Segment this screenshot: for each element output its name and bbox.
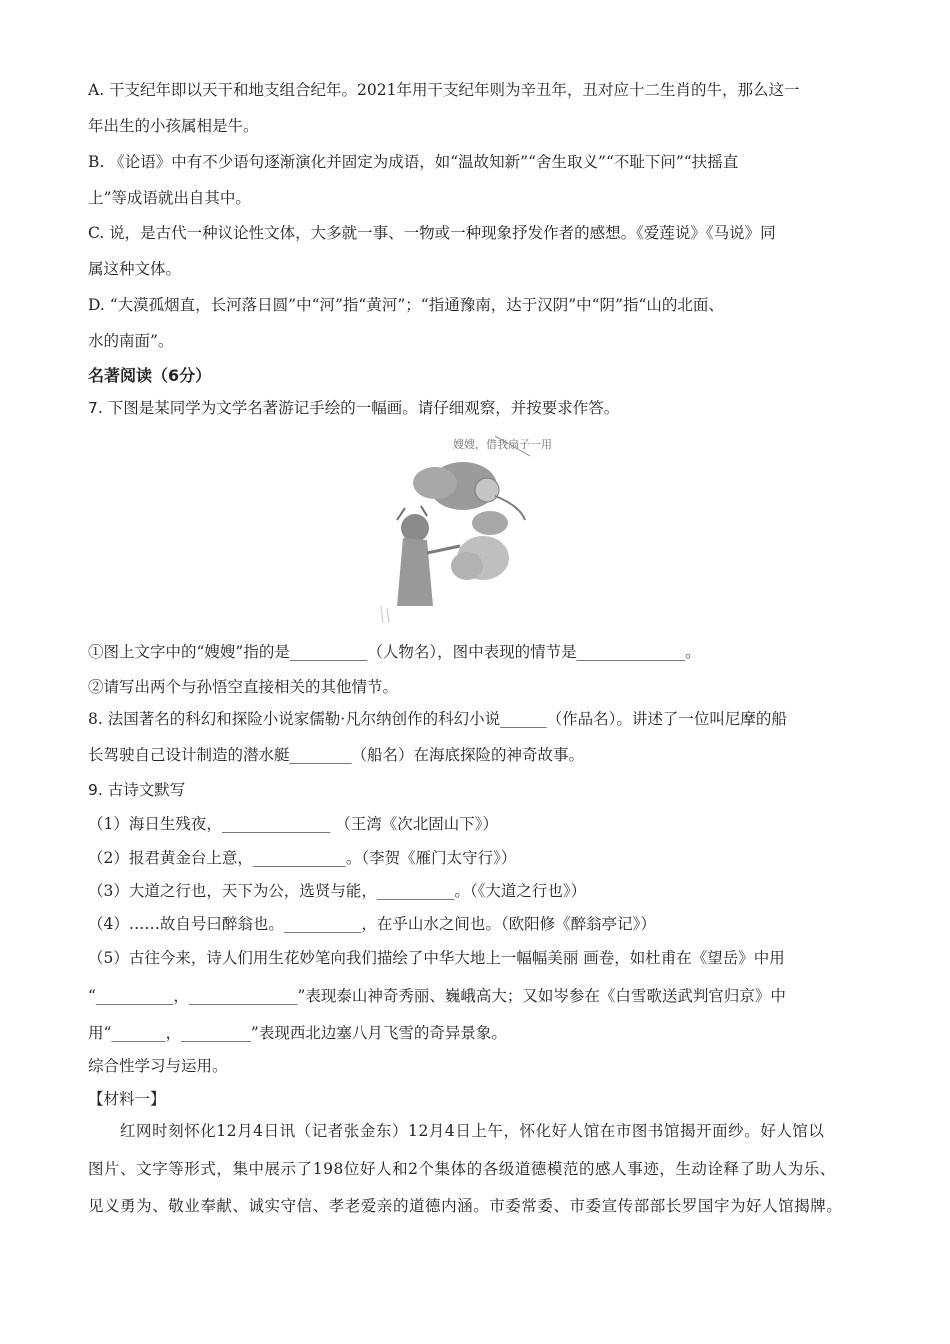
illustration-caption: 嫂嫂，借我扇子一用 [453,438,552,451]
material-label: 【材料一】 [88,1090,166,1108]
question-8-line-1: 8. 法国著名的科幻和探险小说家儒勒·凡尔纳创作的科幻小说______（作品名）。讲述了一位叫尼摩的船 [88,710,787,728]
option-b-line-1: B. 《论语》中有不少语句逐渐演化并固定为成语，如“温故知新”“舍生取义”“不耻下问”“扶摇直 [88,153,739,171]
question-9-item-2: （2）报君黄金台上意，____________。（李贺《雁门太守行》） [88,849,517,867]
option-d-line-2: 水的南面”。 [88,332,174,350]
comprehensive-title: 综合性学习与运用。 [88,1057,228,1075]
option-a-line-1: A. 干支纪年即以天干和地支组合纪年。2021年用干支纪年则为辛丑年，丑对应十二生肖的牛，那么这一 [88,81,800,99]
question-9-item-3: （3）大道之行也，天下为公，选贤与能，__________。（《大道之行也》） [88,882,587,900]
material-paragraph-line-2: 图片、文字等形式，集中展示了198位好人和2个集体的各级道德模范的感人事迹，生动诠释了助人为乐、 [88,1160,836,1178]
option-c-line-2: 属这种文体。 [88,260,182,278]
option-b-line-2: 上”等成语就出自其中。 [88,189,251,207]
question-7-sub-2: ②请写出两个与孙悟空直接相关的其他情节。 [88,678,399,696]
question-9-item-5-line-2: “__________，______________”表现泰山神奇秀丽、巍峨高大；又如岑参在《白雪歌送武判官归京》中 [88,987,786,1005]
option-a-line-2: 年出生的小孩属相是牛。 [88,117,259,135]
hand-drawn-illustration [375,428,575,623]
question-9-item-5-line-3: 用“_______，_________”表现西北边塞八月飞雪的奇异景象。 [88,1024,507,1042]
question-9-item-4: （4）……故自号曰醉翁也。__________，在乎山水之间也。（欧阳修《醉翁亭记》） [88,915,656,933]
question-9-item-1: （1）海日生残夜，______________ （王湾《次北固山下》） [88,815,499,833]
question-9-title: 9. 古诗文默写 [88,781,186,799]
question-7-sub-1: ①图上文字中的“嫂嫂”指的是__________（人物名），图中表现的情节是______________。 [88,643,701,661]
question-7-stem: 7. 下图是某同学为文学名著游记手绘的一幅画。请仔细观察，并按要求作答。 [88,399,620,417]
section-heading: 名著阅读（6分） [88,366,212,385]
material-paragraph-line-3: 见义勇为、敬业奉献、诚实守信、孝老爱亲的道德内涵。市委常委、市委宣传部部长罗国宇为好人馆揭牌。 [88,1197,843,1215]
option-c-line-1: C. 说，是古代一种议论性文体，大多就一事、一物或一种现象抒发作者的感想。《爱莲说》《马说》同 [88,224,776,242]
option-d-line-1: D. “大漠孤烟直，长河落日圆”中“河”指“黄河”；“指通豫南，达于汉阴”中“阴”指“山的北面、 [88,296,724,314]
material-paragraph-line-1: 红网时刻怀化12月4日讯（记者张金东）12月4日上午，怀化好人馆在市图书馆揭开面纱。好人馆以 [120,1122,825,1140]
question-9-item-5-line-1: （5）古往今来，诗人们用生花妙笔向我们描绘了中华大地上一幅幅美丽 画卷，如杜甫在《望岳》中用 [88,949,785,967]
question-8-line-2: 长驾驶自己设计制造的潜水艇________（船名）在海底探险的神奇故事。 [88,746,585,764]
